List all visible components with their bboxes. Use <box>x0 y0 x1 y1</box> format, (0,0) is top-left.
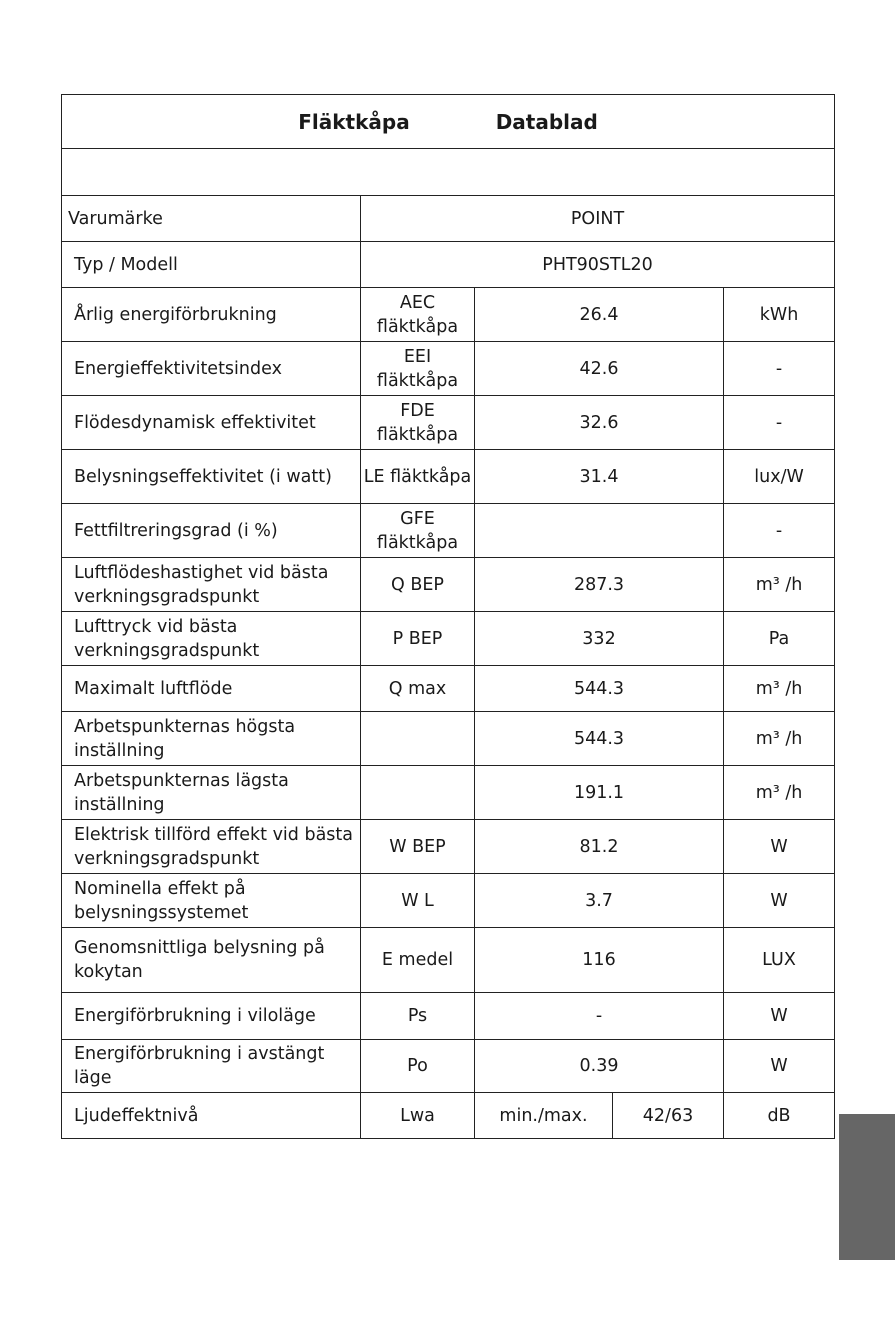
row-symbol: LE fläktkåpa <box>361 450 475 504</box>
row-unit: kWh <box>724 288 835 342</box>
table-row <box>62 928 835 993</box>
row-unit: lux/W <box>724 450 835 504</box>
row-symbol: W L <box>361 874 475 928</box>
row-unit: W <box>724 1040 835 1093</box>
row-value: 26.4 <box>475 288 724 342</box>
row-symbol: AEC fläktkåpa <box>361 288 475 342</box>
row-symbol: P BEP <box>361 612 475 666</box>
row-value: 3.7 <box>475 874 724 928</box>
table-row <box>62 666 835 712</box>
row-label: Energiförbrukning i viloläge <box>62 993 361 1040</box>
table-row <box>62 342 835 396</box>
row-sub-label: min./max. <box>475 1093 613 1139</box>
table-row <box>62 874 835 928</box>
row-value <box>475 504 724 558</box>
row-value: 544.3 <box>475 712 724 766</box>
row-label: Varumärke <box>62 196 361 242</box>
row-value: 42/63 <box>613 1093 724 1139</box>
row-label: Årlig energiförbrukning <box>62 288 361 342</box>
table-row <box>62 396 835 450</box>
row-symbol: GFE fläktkåpa <box>361 504 475 558</box>
row-value: 32.6 <box>475 396 724 450</box>
row-value: 31.4 <box>475 450 724 504</box>
row-value: 42.6 <box>475 342 724 396</box>
row-symbol: EEI fläktkåpa <box>361 342 475 396</box>
row-value: 116 <box>475 928 724 993</box>
row-unit: dB <box>724 1093 835 1139</box>
row-label: Fettfiltreringsgrad (i %) <box>62 504 361 558</box>
subtitle-cell <box>62 149 835 196</box>
row-value: 81.2 <box>475 820 724 874</box>
row-label: Flödesdynamisk effektivitet <box>62 396 361 450</box>
row-value: PHT90STL20 <box>361 242 835 288</box>
table-row <box>62 712 835 766</box>
row-label: Nominella effekt på belysningssystemet <box>62 874 361 928</box>
row-symbol: Ps <box>361 993 475 1040</box>
row-label: Belysningseffektivitet (i watt) <box>62 450 361 504</box>
row-unit: W <box>724 874 835 928</box>
row-symbol: Q max <box>361 666 475 712</box>
row-value: 287.3 <box>475 558 724 612</box>
row-value: POINT <box>361 196 835 242</box>
row-symbol <box>361 766 475 820</box>
subtitle-row <box>62 149 835 196</box>
table-row <box>62 504 835 558</box>
row-label: Arbetspunkternas lägsta inställning <box>62 766 361 820</box>
sheet-title: Datablad <box>495 109 598 134</box>
row-label: Elektrisk tillförd effekt vid bästa verkningsgradspunkt <box>62 820 361 874</box>
row-unit: - <box>724 396 835 450</box>
row-unit: m³ /h <box>724 666 835 712</box>
row-unit: W <box>724 820 835 874</box>
row-symbol: W BEP <box>361 820 475 874</box>
row-value: - <box>475 993 724 1040</box>
row-unit: - <box>724 342 835 396</box>
table-row <box>62 558 835 612</box>
row-unit: Pa <box>724 612 835 666</box>
row-label: Energiförbrukning i avstängt läge <box>62 1040 361 1093</box>
datasheet-table <box>61 94 835 1139</box>
row-unit: LUX <box>724 928 835 993</box>
row-symbol <box>361 712 475 766</box>
row-label: Luftflödeshastighet vid bästa verkningsgradspunkt <box>62 558 361 612</box>
row-symbol: Po <box>361 1040 475 1093</box>
page-edge-tab <box>839 1114 895 1260</box>
row-symbol: FDE fläktkåpa <box>361 396 475 450</box>
row-symbol: Q BEP <box>361 558 475 612</box>
table-row <box>62 450 835 504</box>
row-unit: m³ /h <box>724 712 835 766</box>
table-row <box>62 242 835 288</box>
row-label: Maximalt luftflöde <box>62 666 361 712</box>
row-unit: - <box>724 504 835 558</box>
row-value: 544.3 <box>475 666 724 712</box>
row-label: Genomsnittliga belysning på kokytan <box>62 928 361 993</box>
row-label: Lufttryck vid bästa verkningsgradspunkt <box>62 612 361 666</box>
row-label: Typ / Modell <box>62 242 361 288</box>
title-cell <box>62 95 835 149</box>
table-row <box>62 612 835 666</box>
table-row <box>62 993 835 1040</box>
table-row <box>62 766 835 820</box>
table-row <box>62 820 835 874</box>
table-row <box>62 1040 835 1093</box>
row-label: Ljudeffektnivå <box>62 1093 361 1139</box>
title-row <box>62 95 835 149</box>
table-row <box>62 196 835 242</box>
row-symbol: E medel <box>361 928 475 993</box>
row-value: 191.1 <box>475 766 724 820</box>
row-unit: W <box>724 993 835 1040</box>
row-value: 332 <box>475 612 724 666</box>
row-label: Energieffektivitetsindex <box>62 342 361 396</box>
table-row <box>62 1093 835 1139</box>
row-unit: m³ /h <box>724 558 835 612</box>
row-unit: m³ /h <box>724 766 835 820</box>
product-title: Fläktkåpa <box>298 109 410 134</box>
table-row <box>62 288 835 342</box>
row-symbol: Lwa <box>361 1093 475 1139</box>
row-label: Arbetspunkternas högsta inställning <box>62 712 361 766</box>
row-value: 0.39 <box>475 1040 724 1093</box>
